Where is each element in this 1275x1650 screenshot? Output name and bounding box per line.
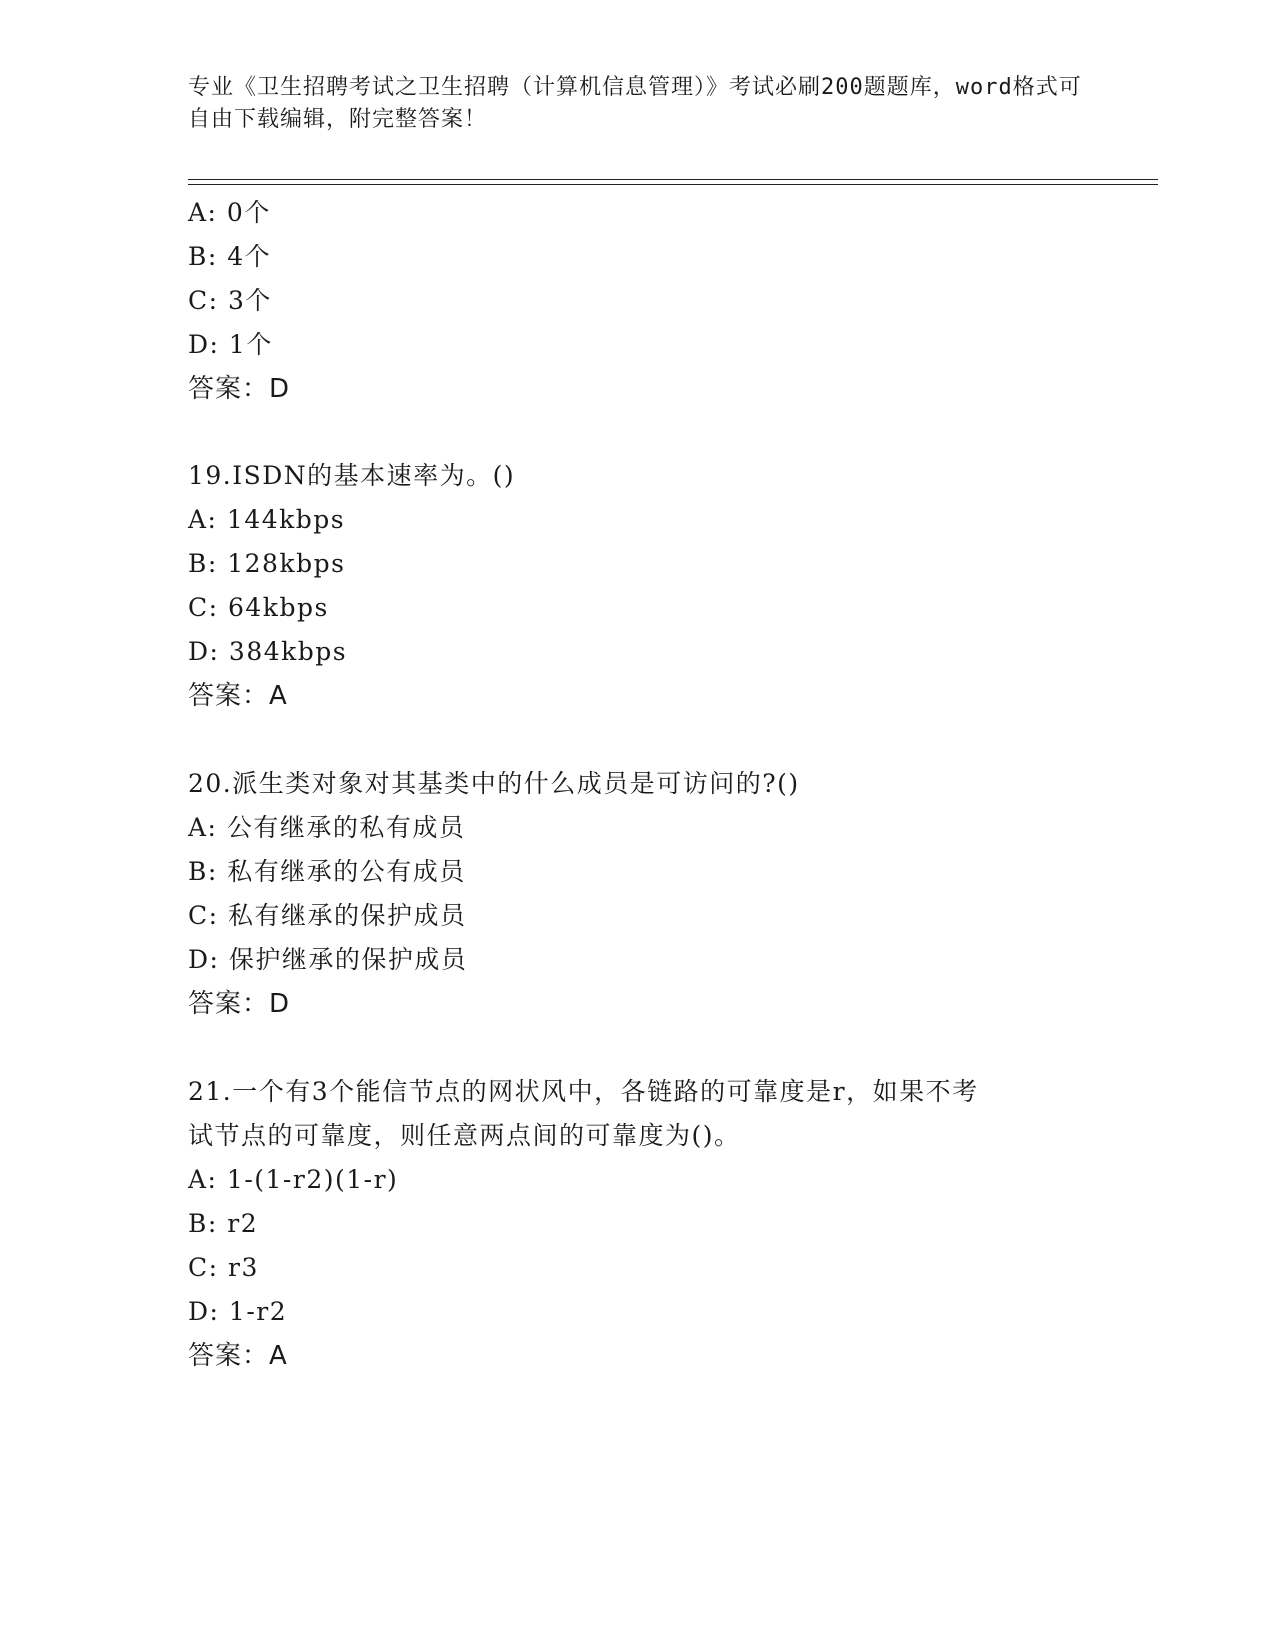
q19-option-d: D: 384kbps xyxy=(188,637,348,666)
q18-answer: 答案：D xyxy=(188,374,291,404)
header-rule-top xyxy=(188,179,1158,180)
q19-option-c: C: 64kbps xyxy=(188,593,329,622)
q20-option-b: B: 私有继承的公有成员 xyxy=(188,857,466,886)
q21-option-c: C: r3 xyxy=(188,1253,259,1282)
q21-answer: 答案：A xyxy=(188,1341,288,1371)
q18-option-c: C: 3个 xyxy=(188,286,272,315)
q21-option-a: A: 1-(1-r2)(1-r) xyxy=(188,1165,399,1194)
q19-question: 19.ISDN的基本速率为。() xyxy=(188,461,516,490)
q21-option-b: B: r2 xyxy=(188,1209,259,1238)
q20-answer: 答案：D xyxy=(188,989,291,1019)
q19-option-b: B: 128kbps xyxy=(188,549,346,578)
q21-option-d: D: 1-r2 xyxy=(188,1297,288,1326)
q18-option-d: D: 1个 xyxy=(188,330,273,359)
q20-option-a: A: 公有继承的私有成员 xyxy=(188,813,466,842)
q19-option-a: A: 144kbps xyxy=(188,505,346,534)
q19-answer: 答案：A xyxy=(188,681,288,711)
q21-question-line-1: 21.一个有3个能信节点的网状风中，各链路的可靠度是r，如果不考 xyxy=(188,1077,979,1106)
q20-question: 20.派生类对象对其基类中的什么成员是可访问的?() xyxy=(188,769,800,798)
document-header: 专业《卫生招聘考试之卫生招聘（计算机信息管理）》考试必刷200题题库，word格式可自由下载编辑，附完整答案！ xyxy=(188,75,1082,132)
header-rule-bottom xyxy=(188,184,1158,185)
q18-option-b: B: 4个 xyxy=(188,242,272,271)
q18-option-a: A: 0个 xyxy=(188,198,271,227)
q20-option-c: C: 私有继承的保护成员 xyxy=(188,901,467,930)
q20-option-d: D: 保护继承的保护成员 xyxy=(188,945,468,974)
q21-question-line-2: 试节点的可靠度，则任意两点间的可靠度为()。 xyxy=(188,1121,741,1150)
